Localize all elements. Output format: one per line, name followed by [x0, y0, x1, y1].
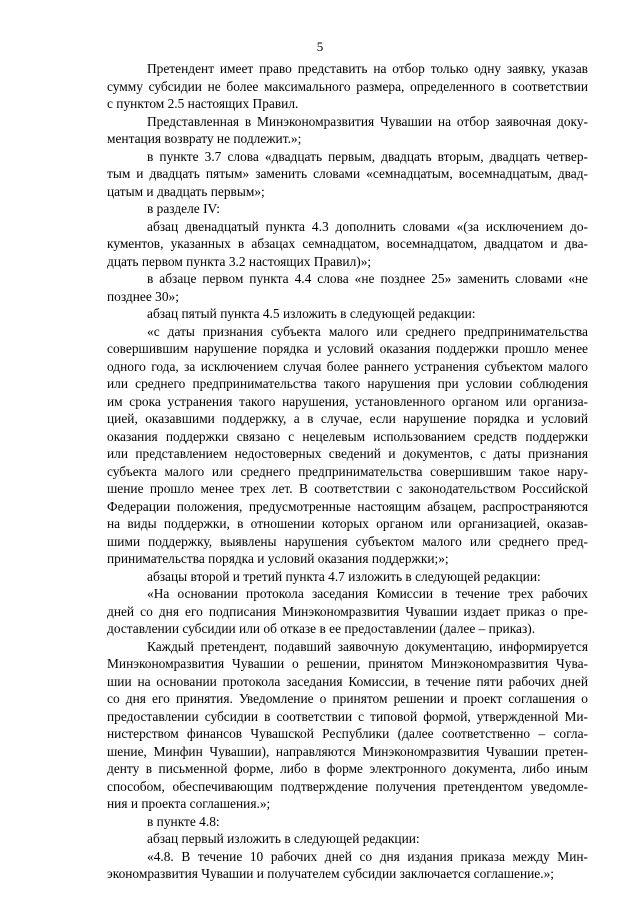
text-line: позднее 30»; — [107, 288, 179, 304]
text-line: предоставлении субсидии в соответствии с типовой формой, утвержденной Ми- — [107, 708, 588, 724]
text-line: принимательства порядка и условий оказания поддержки;»; — [107, 551, 449, 566]
text-line: тым и двадцать пятым» заменить словами «семнадцатым, восемнадцатым, двад- — [107, 166, 588, 181]
text-line: Представленная в Минэкономразвития Чувашии на отбор заявочная доку- — [147, 113, 588, 129]
text-line: денту в письменной форме, либо в форме электронного документа, либо иным — [107, 761, 588, 776]
text-line: экономразвития Чувашии и получателем субсидии заключается соглашение.»; — [107, 866, 554, 881]
text-line: цатым и двадцать первым»; — [107, 183, 265, 199]
text-line: кументов, указанных в абзацах семнадцатом, восемнадцатом, двадцатом и два- — [107, 236, 588, 251]
text-line: шение прошло менее трех лет. В соответствии с законодательством Российской — [107, 481, 588, 496]
text-line: Федерации положения, предусмотренные настоящим абзацем, распространяются — [107, 498, 588, 514]
page-number: 5 — [316, 39, 324, 54]
text-line: Каждый претендент, подавший заявочную документацию, информируется — [147, 638, 588, 654]
text-line: с пунктом 2.5 настоящих Правил. — [107, 96, 299, 111]
text-line: одного года, за исключением случая более раннего устранения субъектом малого — [107, 358, 588, 374]
text-line: совершившим нарушение порядка и условий оказания поддержки прошло менее — [107, 341, 588, 356]
text-line: в пункте 4.8: — [147, 813, 220, 829]
text-line: субъекта малого или среднего предпринимательства совершившим такое нару- — [107, 463, 588, 479]
text-line: оказания поддержки связано с нецелевым использованием средств поддержки — [107, 428, 588, 444]
text-line: абзац двенадцатый пункта 4.3 дополнить словами «(за исключением до- — [147, 218, 588, 234]
text-line: «с даты признания субъекта малого или среднего предпринимательства — [147, 323, 588, 339]
text-line: дней со дня его подписания Минэкономразвития Чувашии издает приказ о пре- — [107, 603, 588, 619]
text-line: Претендент имеет право представить на отбор только одну заявку, указав — [147, 61, 588, 76]
text-line: в разделе IV: — [147, 201, 220, 216]
text-line: цией, оказавшими поддержку, а в случае, если нарушение порядка и условий — [107, 411, 588, 426]
text-line: нистерством финансов Чувашской Республики (далее соответственно – согла- — [107, 726, 588, 741]
text-line: в пункте 3.7 слова «двадцать первым, двадцать вторым, двадцать четвер- — [147, 148, 588, 164]
text-line: шение, Минфин Чувашии), направляются Минэкономразвития Чувашии претен- — [107, 743, 588, 759]
text-line: на виды поддержки, в отношении которых органом или организацией, оказав- — [107, 516, 588, 531]
text-line: шии на основании протокола заседания Комиссии, в течение пяти рабочих дней — [107, 673, 588, 689]
text-line: ния и проекта соглашения.»; — [107, 796, 271, 811]
text-line: способом, обеспечивающим подтверждение получения претендентом уведомле- — [107, 778, 588, 794]
text-line: им срока устранения такого нарушения, установленного органом или организа- — [107, 393, 588, 409]
text-line: «На основании протокола заседания Комиссии в течение трех рабочих — [147, 586, 588, 601]
text-line: абзац пятый пункта 4.5 изложить в следующей редакции: — [147, 306, 476, 321]
text-line: сумму субсидии не более максимального размера, определенного в соответствии — [107, 78, 588, 94]
text-line: Минэкономразвития Чувашии о решении, принятом Минэкономразвития Чува- — [107, 656, 588, 671]
text-line: дцать первом пункта 3.2 настоящих Правил)»; — [107, 253, 372, 269]
text-line: ментация возврату не подлежит.»; — [107, 131, 302, 146]
text-line: или представлением недостоверных сведений и документов, с даты признания — [107, 446, 588, 461]
text-line: шими поддержку, выявлены нарушения субъектом малого или среднего пред- — [107, 533, 588, 549]
text-line: или среднего предпринимательства такого нарушения при условии соблюдения — [107, 376, 588, 391]
text-line: со дня его принятия. Уведомление о принятом решении и проект соглашения о — [107, 691, 588, 706]
text-line: доставлении субсидии или об отказе в ее предоставлении (далее – приказ). — [107, 621, 536, 636]
text-line: абзацы второй и третий пункта 4.7 изложить в следующей редакции: — [147, 568, 541, 584]
text-line: абзац первый изложить в следующей редакции: — [147, 831, 420, 846]
document-body — [107, 60, 588, 883]
text-line: в абзаце первом пункта 4.4 слова «не позднее 25» заменить словами «не — [147, 271, 588, 286]
text-line: «4.8. В течение 10 рабочих дней со дня издания приказа между Мин- — [147, 848, 588, 864]
